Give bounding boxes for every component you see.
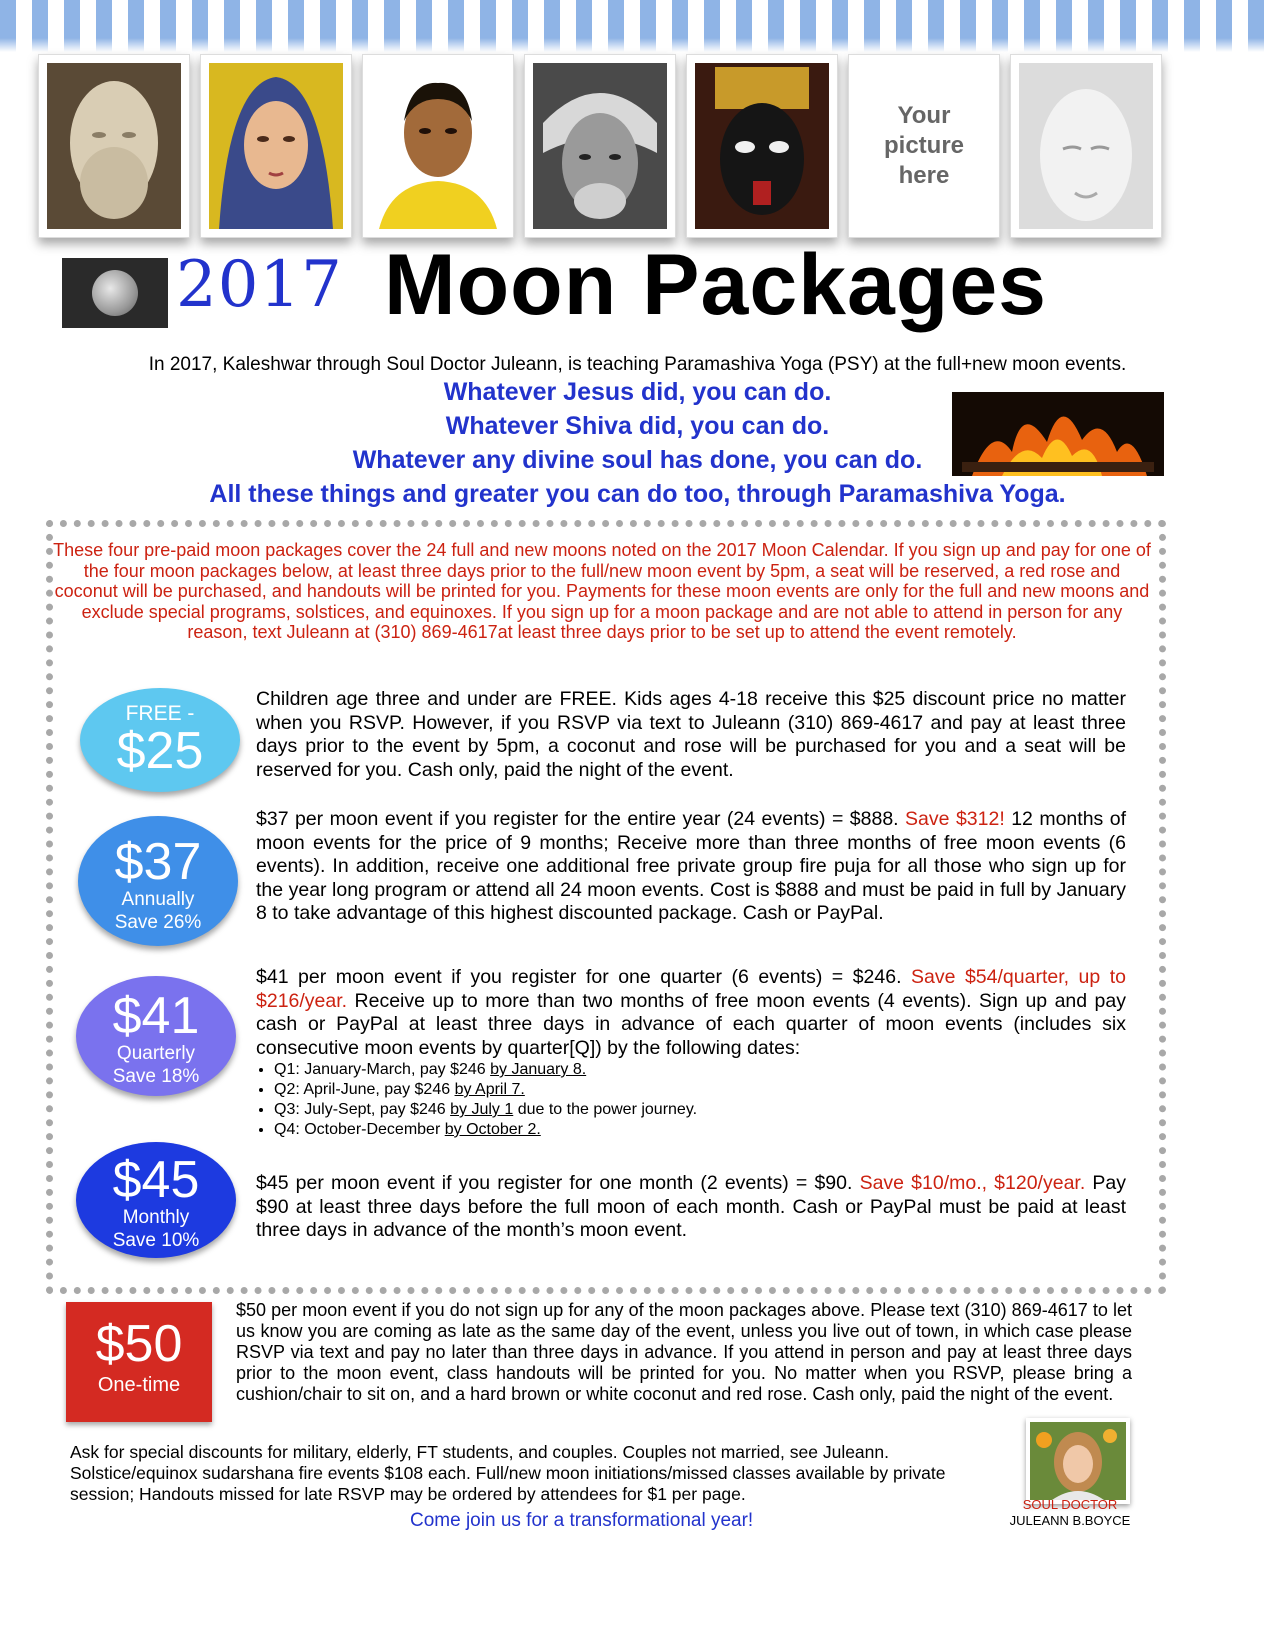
annual-save: Save 26% bbox=[114, 912, 202, 933]
onetime-price: $50 bbox=[95, 1315, 183, 1373]
shiva-statue-photo bbox=[1010, 54, 1162, 238]
kaleshwar-photo bbox=[362, 54, 514, 238]
sai-baba-photo bbox=[524, 54, 676, 238]
signature-name: JULEANN B.BOYCE bbox=[1009, 1513, 1131, 1528]
monthly-package-text bbox=[256, 1172, 1126, 1243]
annual-price: $37 bbox=[114, 833, 202, 891]
onetime-price-box bbox=[66, 1302, 212, 1422]
tagline-greater: All these things and greater you can do too, through Paramashiva Yoga. bbox=[209, 480, 1066, 508]
kali-statue-image bbox=[695, 63, 829, 229]
annual-text-a: $37 per moon event if you register for the entire year (24 events) = $888. bbox=[256, 808, 906, 830]
kaleshwar-image bbox=[371, 63, 505, 229]
sai-baba-image bbox=[533, 63, 667, 229]
quarterly-label: Quarterly bbox=[116, 1043, 196, 1064]
kids-label: FREE - bbox=[125, 702, 195, 725]
tagline-shiva: Whatever Shiva did, you can do. bbox=[445, 412, 830, 440]
monthly-label: Monthly bbox=[122, 1207, 190, 1228]
mary-painting-photo bbox=[200, 54, 352, 238]
tagline-jesus: Whatever Jesus did, you can do. bbox=[443, 378, 832, 406]
quarterly-package-text bbox=[256, 966, 1126, 1140]
your-picture-placeholder bbox=[848, 54, 1000, 238]
intro-text: In 2017, Kaleshwar through Soul Doctor Juleann, is teaching Paramashiva Yoga (PSY) at the full+new moon events. bbox=[148, 354, 1127, 375]
quarterly-text-b: Receive up to more than two months of free moon events (4 events). Sign up and pay cash or PayPal at least three days in advance of each quarter of moon events (includes six consecutive moon events by quarter[Q]) by the following dates: bbox=[256, 989, 1126, 1059]
monthly-price: $45 bbox=[112, 1151, 200, 1209]
quarterly-text-a: $41 per moon event if you register for one quarter (6 events) = $246. bbox=[256, 966, 912, 988]
kali-statue-photo bbox=[686, 54, 838, 238]
juleann-photo bbox=[1026, 1418, 1130, 1504]
call-to-action: Come join us for a transformational year! bbox=[410, 1510, 754, 1531]
tagline-divine-soul: Whatever any divine soul has done, you can do. bbox=[352, 446, 923, 474]
annual-save-highlight: Save $312! bbox=[905, 808, 1005, 830]
shiva-statue-image bbox=[1019, 63, 1153, 229]
quarter-item-q1: • Q1: January-March, pay $246 by January 8. bbox=[274, 1060, 1126, 1080]
juleann-portrait bbox=[1030, 1422, 1126, 1500]
your-picture-text: Your picture here bbox=[883, 102, 964, 189]
full-moon-image bbox=[62, 258, 168, 328]
discounts-text: Ask for special discounts for military, elderly, FT students, and couples. Couples not married, see Juleann. Solstice/equinox sudarshana fire events $108 each. Full/new moon initiations/missed classes available by private session; Handouts missed for late RSVP may be ordered by attendees for $1 per page. bbox=[70, 1442, 946, 1504]
onetime-label: One-time bbox=[97, 1374, 181, 1396]
page-title: Moon Packages bbox=[384, 237, 1047, 333]
monthly-text-a: $45 per moon event if you register for one month (2 events) = $90. bbox=[256, 1172, 860, 1194]
kids-price-badge bbox=[80, 688, 240, 792]
monthly-save: Save 10% bbox=[112, 1230, 200, 1251]
signature-title: SOUL DOCTOR bbox=[1022, 1497, 1118, 1512]
annual-price-badge bbox=[78, 816, 238, 946]
fire-image bbox=[952, 392, 1164, 476]
quarter-item-q3: • Q3: July-Sept, pay $246 by July 1 due to the power journey. bbox=[274, 1100, 1126, 1120]
packages-notice: These four pre-paid moon packages cover the 24 full and new moons noted on the 2017 Moon Calendar. If you sign up and pay for one of the four moon packages below, at least three days prior to the full/new moon event by 5pm, a seat will be reserved, a red rose and coconut will be purchased, and handouts will be printed for you. Payments for these moon events are only for the full and new moons and exclude special programs, solstices, and equinoxes. If you sign up for a moon package and are not able to attend in person for any reason, text Juleann at (310) 869-4617at least three days prior to be set up to attend the event remotely. bbox=[53, 540, 1151, 642]
striped-awning-banner bbox=[0, 0, 1275, 52]
annual-package-text bbox=[256, 808, 1126, 926]
onetime-text: $50 per moon event if you do not sign up for any of the moon packages above. Please text (310) 869-4617 to let us know you are coming as late as the same day of the event, unless you live out of town, in which case please RSVP via text and pay no later than three days in advance. If you attend in person and pay at least three days prior to the moon event, class handouts will be printed for you. No matter when you RSVP, please bring a cushion/chair to sit on, and a hard brown or white coconut and red rose. Cash only, paid the night of the event. bbox=[236, 1300, 1132, 1404]
title-year: 2017 bbox=[176, 248, 343, 322]
jesus-statue-photo bbox=[38, 54, 190, 238]
moon-disc bbox=[92, 270, 138, 316]
quarterly-price-badge bbox=[76, 976, 236, 1096]
fire-illustration bbox=[952, 392, 1164, 476]
kids-package-text: Children age three and under are FREE. Kids ages 4-18 receive this $25 discount price no matter when you RSVP. However, if you RSVP via text to Juleann (310) 869-4617 and pay at least three days prior to the event by 5pm, a coconut and rose will be purchased for you and a seat will be reserved for you. Cash only, paid the night of the event. bbox=[256, 688, 1126, 781]
kids-price: $25 bbox=[116, 722, 204, 780]
annual-text-b: 12 months of moon events for the price of 9 months; Receive more than three months of free moon events (6 events). In addition, receive one additional free private group fire puja for all those who sign up for the year long program or attend all 24 moon events. Cost is $888 and must be paid in full by January 8 to take advantage of this highest discounted package. Cash or PayPal. bbox=[256, 808, 1126, 924]
mary-painting-image bbox=[209, 63, 343, 229]
quarterly-save-highlight: Save $54/quarter, up to $216/year. bbox=[256, 966, 1127, 1012]
jesus-statue-image bbox=[47, 63, 181, 229]
quarter-item-q4: • Q4: October-December by October 2. bbox=[274, 1120, 1126, 1140]
monthly-text-b: Pay $90 at least three days before the full moon of each month. Cash or PayPal must be paid at least three days in advance of the month’s moon event. bbox=[256, 1172, 1126, 1241]
quarterly-save: Save 18% bbox=[112, 1066, 200, 1087]
quarterly-price: $41 bbox=[112, 987, 200, 1045]
monthly-price-badge bbox=[76, 1142, 236, 1258]
annual-label: Annually bbox=[121, 889, 195, 910]
quarter-dates-list bbox=[256, 1060, 1126, 1140]
quarter-item-q2: • Q2: April-June, pay $246 by April 7. bbox=[274, 1080, 1126, 1100]
monthly-save-highlight: Save $10/mo., $120/year. bbox=[859, 1172, 1086, 1194]
